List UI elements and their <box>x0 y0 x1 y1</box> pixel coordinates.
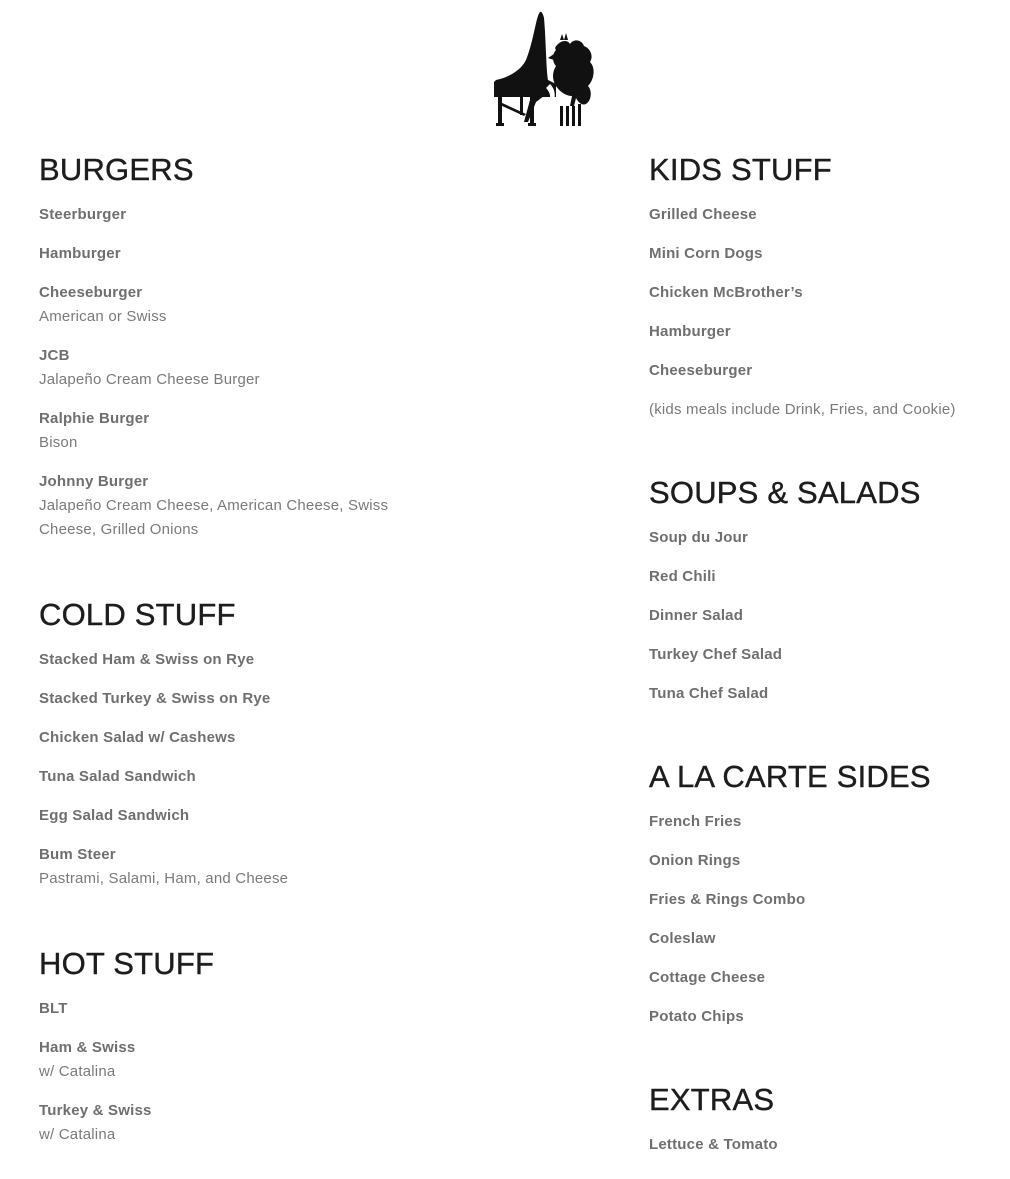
menu-item <box>39 648 439 672</box>
item-name: Turkey & Swiss <box>39 1102 152 1119</box>
menu-item <box>649 281 1004 305</box>
item-name: Bum Steer <box>39 846 116 863</box>
item-description: w/ Catalina <box>39 1126 116 1143</box>
item-name: Fries & Rings Combo <box>649 891 806 908</box>
menu-item <box>649 927 1004 951</box>
menu-item <box>649 526 1004 550</box>
item-description: Bison <box>39 434 78 451</box>
item-description: Jalapeño Cream Cheese Burger <box>39 371 260 388</box>
menu-column-left <box>39 152 439 1162</box>
menu-item <box>649 643 1004 667</box>
item-name: Mini Corn Dogs <box>649 245 763 262</box>
menu-item <box>39 407 439 455</box>
item-description: Pastrami, Salami, Ham, and Cheese <box>39 870 289 887</box>
menu-item <box>649 1133 1004 1157</box>
menu-item <box>39 242 439 266</box>
menu-item <box>649 966 1004 990</box>
section-burgers <box>39 152 439 542</box>
item-name: Dinner Salad <box>649 607 744 624</box>
menu-column-right <box>649 152 1004 1172</box>
item-name: Johnny Burger <box>39 473 149 490</box>
menu-item <box>649 203 1004 227</box>
menu-item <box>39 997 439 1021</box>
kids-meal-note: (kids meals include Drink, Fries, and Cookie) <box>649 401 956 418</box>
section-kids-stuff <box>649 152 1004 422</box>
menu-item <box>39 804 439 828</box>
item-name: Stacked Ham & Swiss on Rye <box>39 651 255 668</box>
menu-item <box>39 765 439 789</box>
item-name: Tuna Salad Sandwich <box>39 768 196 785</box>
item-name: Tuna Chef Salad <box>649 685 769 702</box>
section-title: HOT STUFF <box>39 946 215 981</box>
piano-and-rooster-logo <box>490 10 602 128</box>
item-name: Potato Chips <box>649 1008 744 1025</box>
section-soups-salads <box>649 475 1004 706</box>
section-cold-stuff <box>39 597 439 891</box>
item-name: JCB <box>39 347 70 364</box>
item-name: Chicken Salad w/ Cashews <box>39 729 236 746</box>
menu-item <box>649 565 1004 589</box>
item-name: Hamburger <box>649 323 731 340</box>
section-title: COLD STUFF <box>39 597 236 632</box>
menu-item <box>39 843 439 891</box>
item-name: Cheeseburger <box>649 362 753 379</box>
menu-item <box>39 687 439 711</box>
item-name: Cottage Cheese <box>649 969 766 986</box>
item-name: French Fries <box>649 813 742 830</box>
item-name: Ralphie Burger <box>39 410 150 427</box>
section-title: EXTRAS <box>649 1082 775 1117</box>
item-name: Cheeseburger <box>39 284 143 301</box>
item-name: Grilled Cheese <box>649 206 757 223</box>
item-name: Steerburger <box>39 206 127 223</box>
menu-item <box>649 888 1004 912</box>
menu-item <box>39 203 439 227</box>
item-description: w/ Catalina <box>39 1063 116 1080</box>
item-description: American or Swiss <box>39 308 167 325</box>
item-name: Egg Salad Sandwich <box>39 807 190 824</box>
menu-item <box>39 344 439 392</box>
item-name: Chicken McBrother’s <box>649 284 803 301</box>
menu-item <box>39 470 439 542</box>
menu-item <box>39 281 439 329</box>
piano-rooster-icon <box>490 10 602 128</box>
item-name: Ham & Swiss <box>39 1039 136 1056</box>
section-a-la-carte-sides <box>649 759 1004 1029</box>
item-name: Coleslaw <box>649 930 716 947</box>
item-name: Red Chili <box>649 568 716 585</box>
section-title: A LA CARTE SIDES <box>649 759 931 794</box>
menu-item <box>39 1036 439 1084</box>
menu-item <box>649 682 1004 706</box>
menu-item <box>39 1099 439 1147</box>
menu-item <box>649 1005 1004 1029</box>
section-title: BURGERS <box>39 152 194 187</box>
item-name: Soup du Jour <box>649 529 749 546</box>
item-name: Turkey Chef Salad <box>649 646 783 663</box>
item-name: Lettuce & Tomato <box>649 1136 778 1153</box>
menu-item <box>649 810 1004 834</box>
menu-item <box>649 359 1004 383</box>
section-title: KIDS STUFF <box>649 152 832 187</box>
section-title: SOUPS & SALADS <box>649 475 921 510</box>
item-name: BLT <box>39 1000 68 1017</box>
section-hot-stuff <box>39 946 439 1147</box>
menu-item <box>649 242 1004 266</box>
menu-item <box>649 320 1004 344</box>
menu-item <box>39 726 439 750</box>
item-description: Jalapeño Cream Cheese, American Cheese, Swiss Cheese, Grilled Onions <box>39 497 389 538</box>
item-name: Stacked Turkey & Swiss on Rye <box>39 690 271 707</box>
item-name: Hamburger <box>39 245 121 262</box>
menu-item <box>649 849 1004 873</box>
item-name: Onion Rings <box>649 852 741 869</box>
menu-item <box>649 604 1004 628</box>
section-extras <box>649 1082 1004 1157</box>
